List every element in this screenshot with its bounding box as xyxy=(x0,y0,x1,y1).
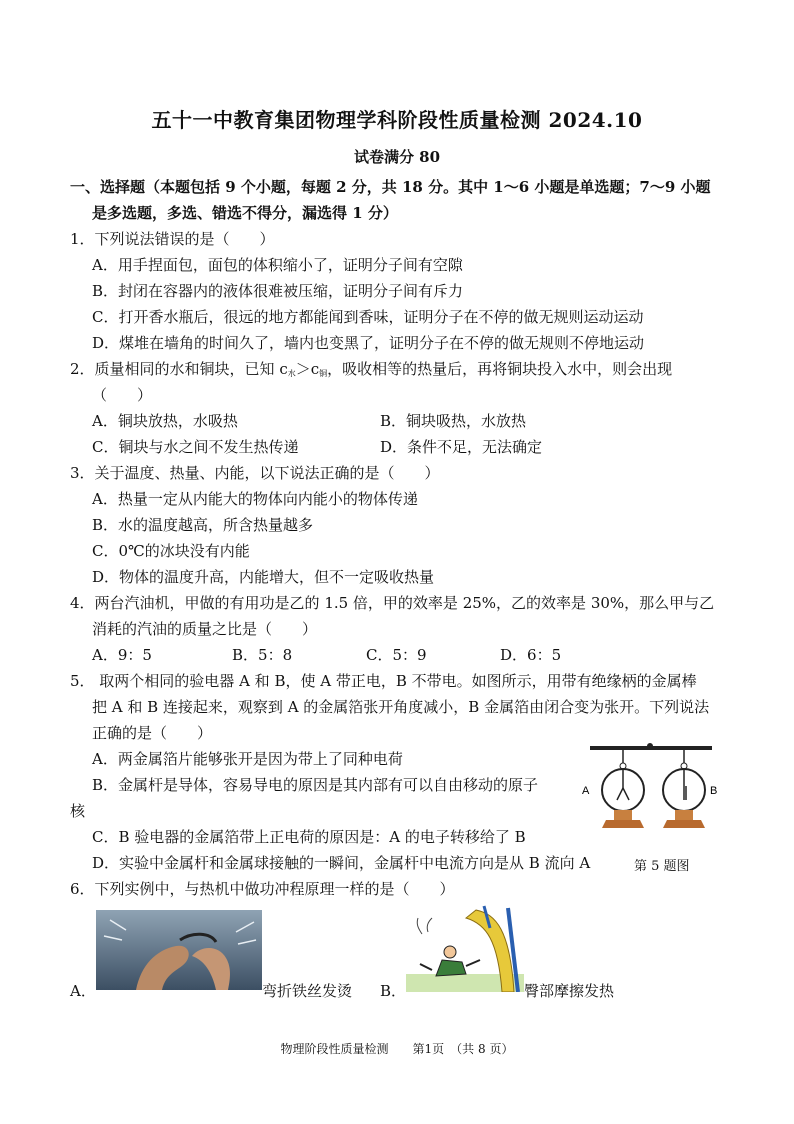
q2-sub-water: 水 xyxy=(287,369,296,378)
q5-option-c: C．B 验电器的金属箔带上正电荷的原因是：A 的电子转移给了 B xyxy=(92,828,526,846)
q2-stem-b: ，吸收相等的热量后，再将铜块投入水中，则会出现 xyxy=(327,360,673,378)
q5-option-d: D．实验中金属杆和金属球接触的一瞬间，金属杆中电流方向是从 B 流向 A xyxy=(92,854,591,872)
q3-stem: 3．关于温度、热量、内能，以下说法正确的是（ ） xyxy=(70,464,440,482)
q5-option-b-line2: 核 xyxy=(70,802,86,820)
q1-stem: 1．下列说法错误的是（ ） xyxy=(70,230,275,248)
left-base xyxy=(602,820,644,828)
q2-paren: （ ） xyxy=(92,386,153,404)
q1-option-a: A．用手捏面包，面包的体积缩小了，证明分子间有空隙 xyxy=(92,256,463,274)
q2-stem-a: 2．质量相同的水和铜块，已知 c xyxy=(70,360,288,378)
q4-option-d: D．6：5 xyxy=(500,646,562,664)
figure-label-b: B xyxy=(710,785,718,797)
electroscope-figure xyxy=(578,740,720,836)
q5-stem-line2: 把 A 和 B 连接起来，观察到 A 的金属箔张开角度减小，B 金属箔由闭合变为张开。下列说法 xyxy=(92,698,710,716)
q4-option-a: A．9：5 xyxy=(92,646,152,664)
q4-option-c: C．5：9 xyxy=(366,646,427,664)
page-title: 五十一中教育集团物理学科阶段性质量检测 2024.10 xyxy=(151,108,643,132)
q5-option-a: A．两金属箔片能够张开是因为带上了同种电荷 xyxy=(92,750,403,768)
bending-wire-image xyxy=(96,910,262,990)
figure-label-a: A xyxy=(582,785,590,797)
q2-option-a: A．铜块放热，水吸热 xyxy=(92,412,238,430)
left-neck xyxy=(614,810,632,820)
q6-option-b-prefix: B． xyxy=(380,982,407,1000)
q2-gt: ＞c xyxy=(295,360,320,378)
section-heading-line2: 是多选题，多选、错选不得分，漏选得 1 分） xyxy=(92,204,398,222)
slide-friction-image xyxy=(406,904,524,992)
section-heading-line1: 一、选择题（本题包括 9 个小题，每题 2 分，共 18 分。其中 1～6 小题是单选题；7～9 小题 xyxy=(70,178,711,196)
q4-option-b: B．5：8 xyxy=(232,646,293,664)
q5-option-b-line1: B．金属杆是导体，容易导电的原因是其内部有可以自由移动的原子 xyxy=(92,776,539,794)
q2-option-d: D．条件不足，无法确定 xyxy=(380,438,543,456)
q3-option-d: D．物体的温度升高，内能增大，但不一定吸收热量 xyxy=(92,568,435,586)
q4-stem-line2: 消耗的汽油的质量之比是（ ） xyxy=(92,620,318,638)
right-base xyxy=(663,820,705,828)
q1-option-b: B．封闭在容器内的液体很难被压缩，证明分子间有斥力 xyxy=(92,282,464,300)
q2-option-c: C．铜块与水之间不发生热传递 xyxy=(92,438,299,456)
q3-option-b: B．水的温度越高，所含热量越多 xyxy=(92,516,314,534)
q2-sub-copper: 铜 xyxy=(319,369,328,378)
q5-stem-line3: 正确的是（ ） xyxy=(92,724,213,742)
q6-option-b-text: 臀部摩擦发热 xyxy=(524,982,615,1000)
q3-option-c: C．0℃的冰块没有内能 xyxy=(92,542,250,560)
q5-stem-line1: 5． 取两个相同的验电器 A 和 B，使 A 带正电，B 不带电。如图所示，用带有绝缘柄的金属棒 xyxy=(70,672,697,690)
q2-stem xyxy=(70,358,672,379)
q6-option-a-text: 弯折铁丝发烫 xyxy=(262,982,353,1000)
rod-handle xyxy=(647,743,653,749)
q3-option-a: A．热量一定从内能大的物体向内能小的物体传递 xyxy=(92,490,418,508)
q5-figure-caption: 第 5 题图 xyxy=(634,859,690,874)
right-neck xyxy=(675,810,693,820)
page-footer: 物理阶段性质量检测 第1页 （共 8 页） xyxy=(280,1042,514,1056)
page-subtitle: 试卷满分 80 xyxy=(353,148,441,166)
q6-stem: 6．下列实例中，与热机中做功冲程原理一样的是（ ） xyxy=(70,880,455,898)
q2-option-b: B．铜块吸热，水放热 xyxy=(380,412,527,430)
q1-option-c: C．打开香水瓶后，很远的地方都能闻到香味，证明分子在不停的做无规则运动运动 xyxy=(92,308,644,326)
q1-option-d: D．煤堆在墙角的时间久了，墙内也变黑了，证明分子在不停的做无规则不停地运动 xyxy=(92,334,645,352)
q4-stem-line1: 4．两台汽油机，甲做的有用功是乙的 1.5 倍，甲的效率是 25%，乙的效率是 30%，那么甲与乙 xyxy=(70,594,715,612)
q6-option-a-prefix: A． xyxy=(70,982,96,1000)
